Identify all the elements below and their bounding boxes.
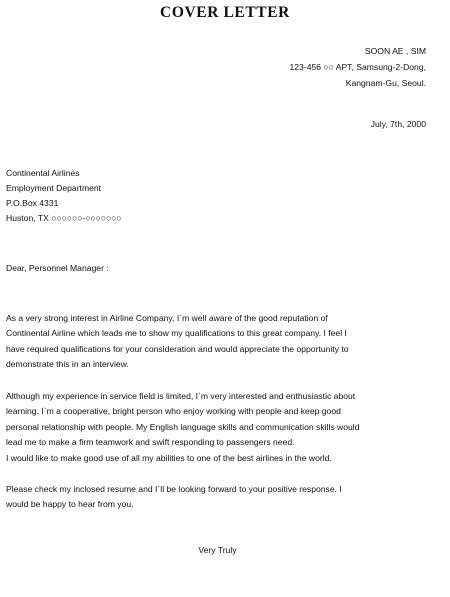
sender-address-block (290, 43, 427, 91)
paragraph-line: personal relationship with people. My English language skills and communication skills would (6, 421, 360, 432)
salutation: Dear, Personnel Manager : (6, 263, 109, 273)
letter-date: July, 7th, 2000 (370, 119, 426, 129)
sender-name: SOON AE , SIM (364, 46, 426, 56)
recipient-po-box: P.O.Box 4331 (6, 198, 59, 208)
recipient-department: Employment Department (6, 183, 102, 193)
paragraph-line: would be happy to hear from you. (6, 499, 134, 510)
paragraph-line: demonstrate this in an interview. (6, 359, 129, 370)
recipient-address-block (6, 166, 122, 226)
sender-address-line2: Kangnam-Gu, Seoul. (345, 78, 426, 88)
body-paragraph-1 (6, 311, 426, 373)
paragraph-line: have required qualifications for your consideration and would appreciate the opportunity to (6, 343, 349, 354)
recipient-city: Huston, TX ○○○○○○-○○○○○○○ (6, 213, 122, 223)
paragraph-line: lead me to make a firm teamwork and swift responding to passengers need. (6, 437, 295, 448)
paragraph-line: learning. I`m a cooperative, bright person who enjoy working with people and keep good (6, 406, 341, 417)
paragraph-line: I would like to make good use of all my abilities to one of the best airlines in the world. (6, 452, 332, 463)
paragraph-line: As a very strong interest in Airline Company, I`m well aware of the good reputation of (6, 313, 328, 323)
document-title: COVER LETTER (160, 4, 290, 21)
paragraph-line: Continental Airline which leads me to show my qualifications to this great company. I feel I (6, 328, 347, 339)
sender-address-line1: 123-456 ○○ APT, Samsung-2-Dong, (289, 62, 426, 72)
paragraph-line: Although my experience in service field is limited, I`m very interested and enthusiastic about (6, 391, 356, 401)
body-paragraph-3 (6, 482, 426, 513)
recipient-company: Continental Airlines (6, 168, 80, 178)
body-paragraph-2 (6, 389, 426, 466)
paragraph-line: Please check my inclosed resume and I`ll be looking forward to your positive response. I (6, 484, 342, 494)
closing-phrase: Very Truly (198, 545, 237, 555)
